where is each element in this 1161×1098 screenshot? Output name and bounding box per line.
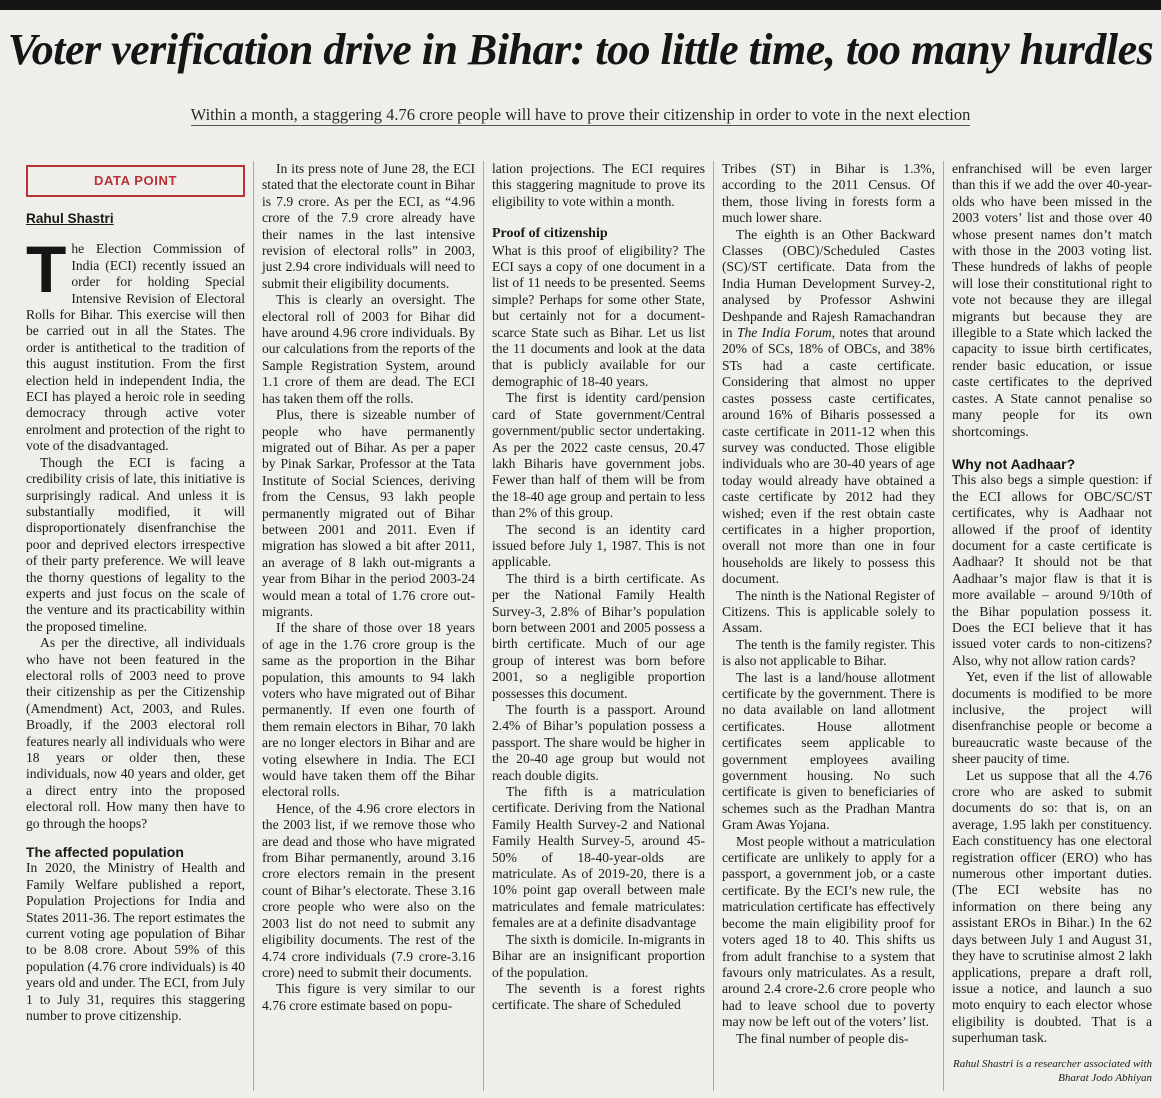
author-bio-line: Bharat Jodo Abhiyan: [1058, 1071, 1152, 1084]
paragraph: The tenth is the family register. This is also not applicable to Bihar.: [722, 636, 935, 669]
paragraph: The seventh is a forest rights certificate. The share of Scheduled: [492, 980, 705, 1013]
article-body: [24, 161, 1152, 1091]
subheading: The affected population: [26, 844, 184, 861]
paragraph: This figure is very similar to our 4.76 crore estimate based on popu-: [262, 981, 475, 1013]
subheadline-text: Within a month, a staggering 4.76 crore people will have to prove their citizenship in order to vote in the next election: [190, 105, 971, 124]
paragraph: In its press note of June 28, the ECI stated that the electorate count in Bihar is 7.9 crore. As per the ECI, as “4.96 crore of the 7.9 crore already have their names in the last intensive revision of electoral rolls” in 2003, just 2.94 crore individuals will need to submit their eligibility documents.: [262, 161, 475, 291]
author-bio: [952, 1057, 1152, 1085]
paragraph: [26, 232, 245, 454]
paragraph: Let us suppose that all the 4.76 crore who are asked to submit documents do so: that is, on an average, 1.95 lakh per constituency. Each constituency has one electoral registration officer (ERO) who has numerous other important duties. (The ECI website has no information on there being any assistant EROs in Bihar.) In the 62 days between July 1 and August 31, they have to scrutinise almost 2 lakh applications, prepare a draft roll, issue a notice, and launch a suo moto enquiry to each elector whose eligibility is doubted. That is a superhuman task.: [952, 767, 1152, 1046]
paragraph: The final number of people dis-: [736, 1030, 909, 1046]
paragraph: Plus, there is sizeable number of people who have permanently migrated out of Bihar. As per a paper by Pinak Sarkar, Professor at the Tata Institute of Social Sciences, deriving from the Census, 93 lakh people permanently migrated out of Bihar between 2001 and 2011. Even if migration has slowed a bit after 2011, an average of 8 lakh out-migrants a year from Bihar in the period 2003-24 would mean a total of 1.76 crore out-migrants.: [262, 407, 475, 619]
paragraph: This is clearly an oversight. The electoral roll of 2003 for Bihar did have around 4.96 crore individuals. By our calculations from the reports of the Sample Registration System, around 1.1 crore of them are dead. The ECI has taken them off the rolls.: [262, 292, 475, 406]
paragraph: The last is a land/house allotment certificate by the government. There is no data available on land allotment certificates. House allotment certificates seem applicable to government employees availing government housing. No such certificate is given to beneficiaries of schemes such as the Pradhan Mantra Gram Awas Yojana.: [722, 669, 935, 833]
paragraph: enfranchised will be even larger than this if we add the over 40-year-olds who have been missed in the 2003 voters’ list and those over 40 whose present names don’t match with those in the 2003 voting list. These hundreds of lakhs of people will lose their constitutional right to vote not because they are illegal migrants but because they are illegible to a State which lacked the capacity to issue birth certificates, render basic education, or issue caste certificates to the deprived castes. A State cannot penalise so many people for its own shortcomings.: [952, 161, 1152, 439]
headline: Voter verification drive in Bihar: too little time, too many hurdles: [7, 25, 1154, 74]
publication-title: The India Forum: [736, 325, 832, 341]
paragraph-text: The eighth is an Other Backward Classes (OBC)/Scheduled Castes (SC)/ST certificate. Data from the India Human Development Survey-2, analysed by Professor Ashwini Deshpande and Rajesh Ramachandran in: [722, 226, 935, 341]
paragraph: The fourth is a passport. Around 2.4% of Bihar’s population possess a passport. The share would be higher in the 20-40 age group but would not reach double digits.: [492, 702, 705, 783]
author-bio-line: Rahul Shastri is a researcher associated with: [952, 1057, 1152, 1070]
column-4: [714, 161, 944, 1091]
paragraph: Hence, of the 4.96 crore electors in the 2003 list, if we remove those who are dead and those who have migrated from Bihar permanently, around 3.16 crore electors remain in the present count of Bihar’s electorate. These 3.16 crore people who were also on the 2003 list do not need to submit any eligibility documents. The rest of the 4.74 crore individuals (7.9 crore-3.16 crore) need to submit their documents.: [262, 800, 475, 980]
subheadline: [0, 104, 1161, 126]
paragraph: Yet, even if the list of allowable documents is modified to be more inclusive, the project will disenfranchise people or become a bureaucratic waste because of the sheer paucity of time.: [952, 669, 1152, 767]
column-2: [254, 161, 484, 1091]
paragraph: If the share of those over 18 years of age in the 1.76 crore group is the same as the proportion in the Bihar population, this amounts to 94 lakh voters who have migrated out of Bihar permanently. If even one fourth of them remain electors in Bihar, 70 lakh are no longer electors in Bihar and are voting elsewhere in India. The ECI would have taken them off the Bihar electoral rolls.: [262, 620, 475, 800]
paragraph: Most people without a matriculation certificate are unlikely to apply for a passport, a government job, or a caste certificate. By the ECI’s new rule, the matriculation certificate has effectively become the main eligibility proof for voters aged 18 to 40. This shifts us from adult franchise to a system that favours only matriculates. As a result, around 2.4 crore-2.6 crore people who had to leave school due to poverty may now be left out of the voters’ list.: [722, 833, 935, 1030]
subheading: Proof of citizenship: [492, 226, 608, 242]
top-rule: [0, 0, 1161, 10]
paragraph-text: , notes that around 20% of SCs, 18% of OBCs, and 38% STs had a caste certificate. Considering that almost no upper castes possess caste certificates, around 16% of Biharis possessed a caste certificate in 2011-12 when this survey was conducted. Those eligible individuals who are 30-40 years of age today would already have obtained a caste certificate by 2012 had they wished; even if the rest obtain caste certificates in a higher proportion, overall not more than one in four households are likely to possess this document.: [722, 325, 936, 587]
column-5: [944, 161, 1152, 1091]
paragraph: In 2020, the Ministry of Health and Family Welfare published a report, Population Projections for India and States 2011-36. The report estimates the current voting age population of Bihar to be 8.08 crore. About 59% of this population (4.76 crore individuals) is 40 years old and under. The ECI, from July 1 to July 31, requires this staggering number to prove citizenship.: [26, 860, 245, 1024]
paragraph: Though the ECI is facing a credibility crisis of late, this initiative is surprisingly radical. And unless it is substantially modified, it will disproportionately disenfranchise the poor and deprived electors irrespective of their party preference. We will leave the thorny questions of legality to the experts and just focus on the scale of the venture and its practicability within the proposed timeline.: [26, 454, 245, 634]
column-3: [484, 161, 714, 1091]
paragraph-text: he Election Commission of India (ECI) recently issued an order for holding Special Intensive Revision of Electoral Rolls for Bihar. This exercise will then be carried out in all the States. The order is antithetical to the tradition of this august institution. From the first election held in independent India, the ECI has played a heroic role in seeding democracy through active voter enrolment and protection of the right to vote of the disadvantaged.: [26, 241, 245, 454]
section-label: DATA POINT: [26, 165, 245, 197]
paragraph: The ninth is the National Register of Citizens. This is applicable solely to Assam.: [722, 587, 935, 636]
paragraph: Tribes (ST) in Bihar is 1.3%, according to the 2011 Census. Of them, those living in forests form a much lower share.: [722, 161, 935, 226]
paragraph: The second is an identity card issued before July 1, 1987. This is not applicable.: [492, 521, 705, 570]
paragraph: This also begs a simple question: if the ECI allows for OBC/SC/ST certificates, why is Aadhaar not allowed if the proof of identity document for a caste certificate is Aadhaar? It should not be that Aadhaar’s major flaw is that it is more available – around 9/10th of the Bihar population possess it. Does the ECI believe that it has issued voter cards to non-citizens? Also, why not allow ration cards?: [952, 472, 1152, 668]
paragraph: What is this proof of eligibility? The ECI says a copy of one document in a list of 11 needs to be presented. Seems simple? Perhaps for some other State, but certainly not for a document-scarce State such as Bihar. Let us list the 11 documents and look at the data that is publicly available for our demographic of 18-40 years.: [492, 242, 705, 389]
paragraph: The sixth is domicile. In-migrants in Bihar are an insignificant proportion of the population.: [492, 931, 705, 980]
paragraph: The first is identity card/pension card of State government/Central government/public sector undertaking. As per the 2022 caste census, 20.47 lakh Biharis have government jobs. Fewer than half of them will be from the 18-40 age group and pertain to less than 2% of this group.: [492, 390, 705, 521]
paragraph: [722, 227, 935, 588]
paragraph: lation projections. The ECI requires this staggering magnitude to prove its eligibility to vote within a month.: [492, 161, 705, 209]
column-1: [24, 161, 254, 1091]
subheading: Why not Aadhaar?: [952, 455, 1076, 472]
paragraph: As per the directive, all individuals who have not been featured in the electoral rolls of 2003 need to prove their citizenship as per the Citizenship (Amendment) Act, 2003, and Rules. Broadly, if the 2003 electoral roll features nearly all individuals who were 18 years or older then, these individuals, now 40 years and older, get a direct entry into the proposed electoral roll. How many then have to go through the hoops?: [26, 635, 245, 831]
paragraph: The third is a birth certificate. As per the National Family Health Survey-3, 2.8% of Bihar’s population born between 2001 and 2005 possess a birth certificate. Much of our age group of interest was born before 2001, so a negligible proportion possesses this document.: [492, 570, 705, 701]
drop-cap: T: [26, 232, 67, 307]
paragraph: The fifth is a matriculation certificate. Deriving from the National Family Health Survey-2 and National Family Health Survey-5, around 45-50% of 18-40-year-olds are matriculate. As of 2019-20, there is a 10% point gap overall between male matriculates and female matriculates: females are at a definite disadvantage: [492, 784, 705, 931]
author-byline: Rahul Shastri: [26, 211, 114, 226]
